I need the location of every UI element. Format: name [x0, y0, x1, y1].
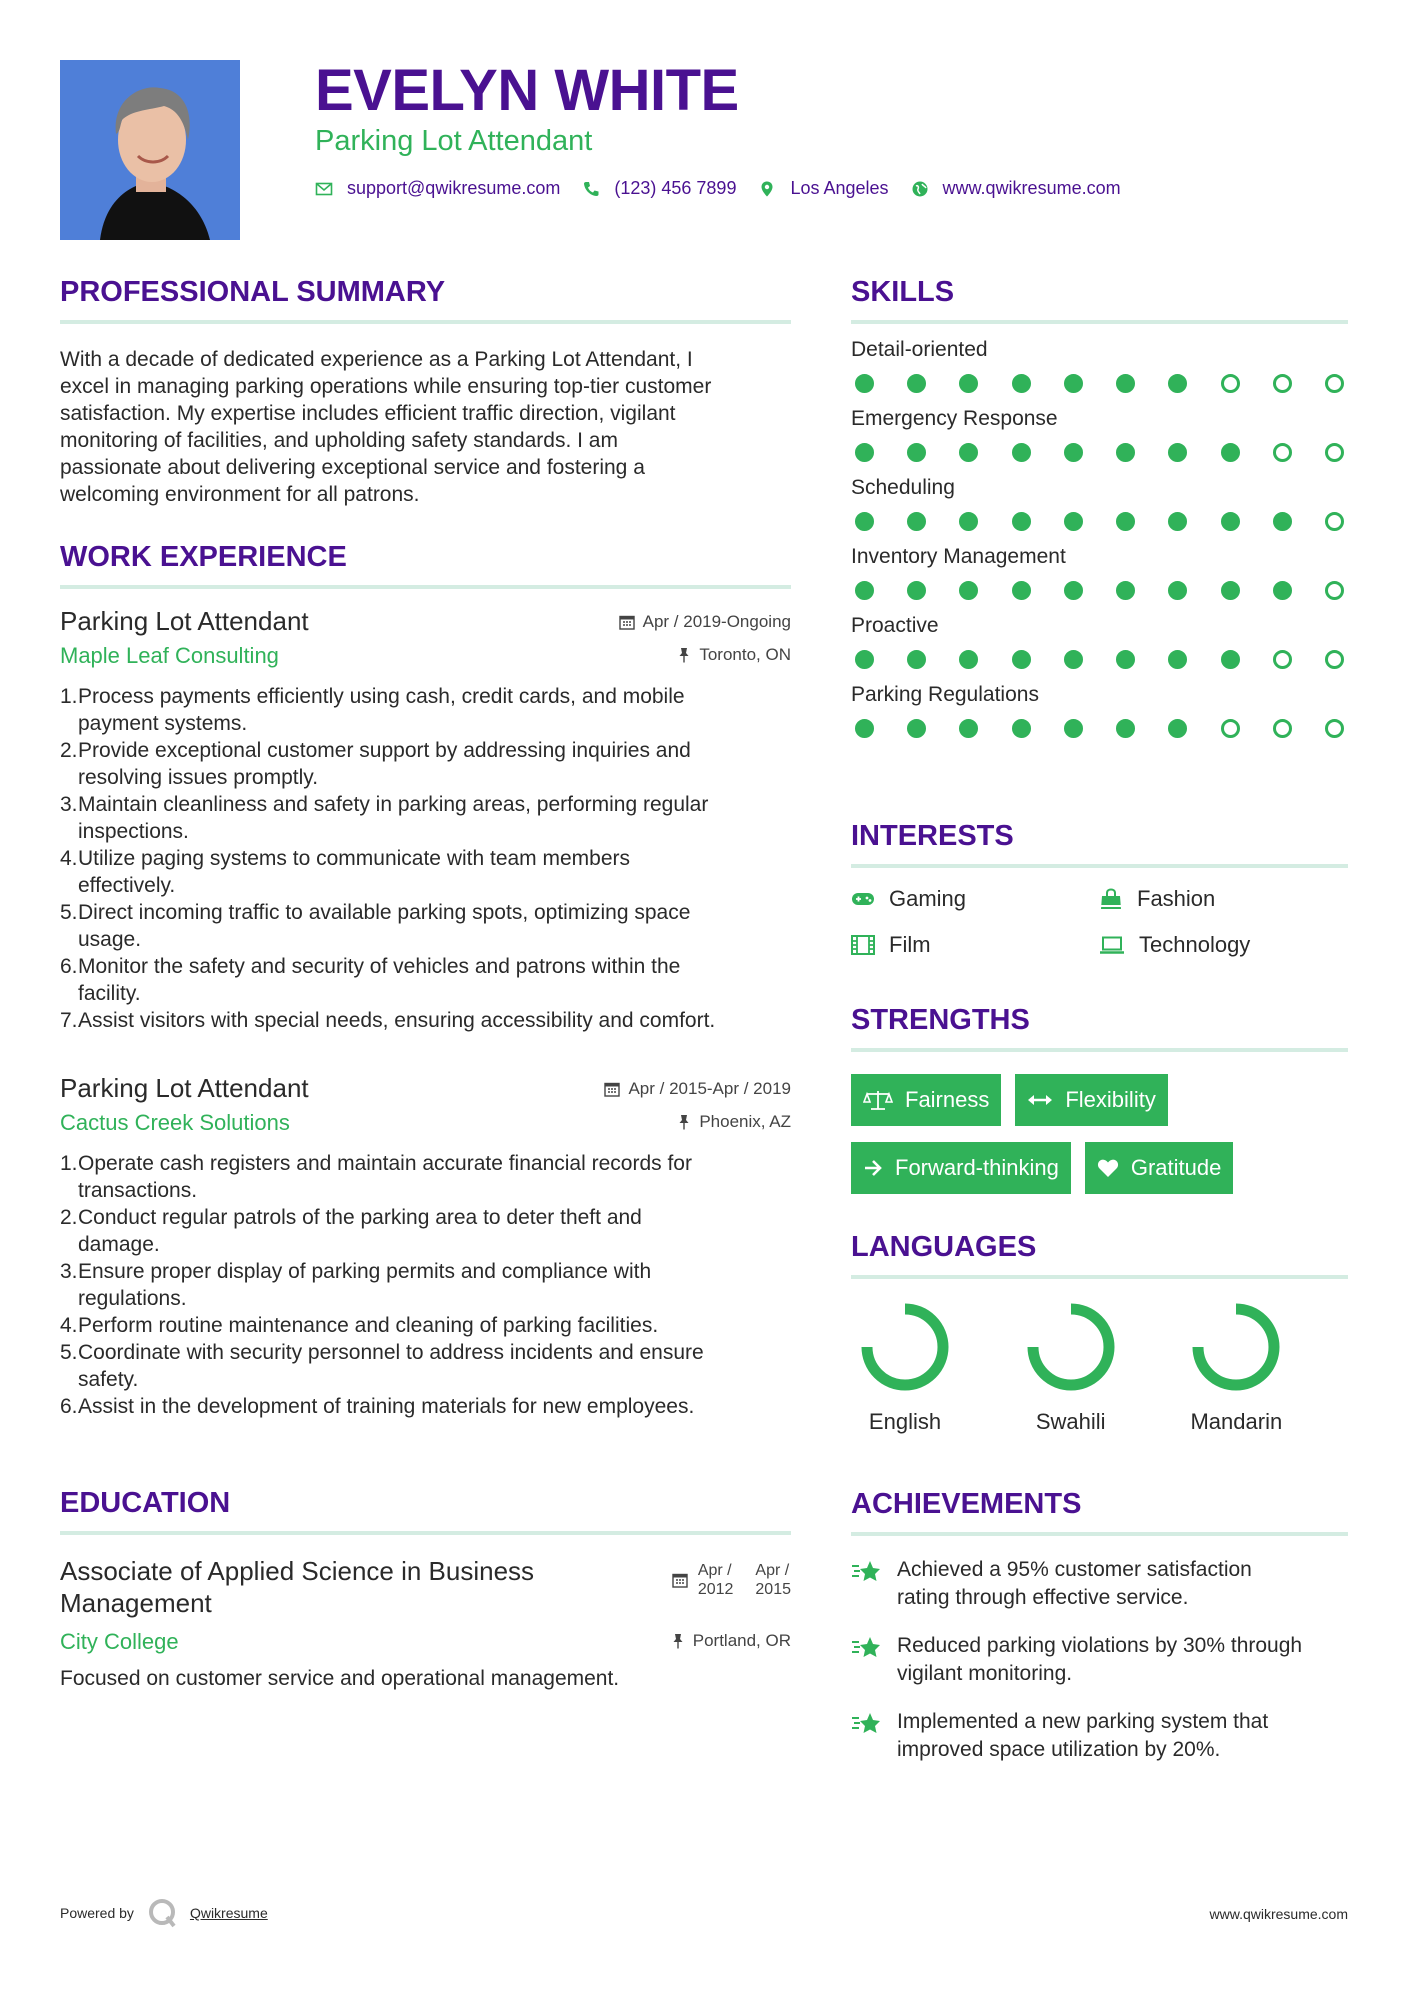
- skill-name: Parking Regulations: [851, 683, 1039, 706]
- language-item: [1017, 1301, 1183, 1435]
- job-location-text: Toronto, ON: [699, 645, 791, 664]
- job-location: [677, 1112, 791, 1132]
- skill-item: [851, 474, 1348, 531]
- section-divider: [60, 585, 791, 589]
- rating-dot-filled: [1168, 650, 1187, 669]
- language-ring: [1190, 1301, 1282, 1393]
- skill-item: [851, 612, 1348, 669]
- rating-dot-filled: [855, 650, 874, 669]
- brand-link[interactable]: Qwikresume: [189, 1905, 268, 1921]
- skills-heading: SKILLS: [851, 276, 955, 308]
- envelope-icon: [315, 180, 333, 198]
- pushpin-icon: [677, 647, 691, 663]
- interest-label: Film: [889, 932, 931, 957]
- portrait-image: [60, 60, 240, 240]
- achievement-item: [851, 1556, 1348, 1612]
- arrow-right-icon: [863, 1158, 883, 1178]
- rating-dot-filled: [855, 719, 874, 738]
- language-ring: [1025, 1301, 1117, 1393]
- language-level-arc: [1033, 1309, 1109, 1385]
- skill-item: [851, 336, 1348, 393]
- strength-tag: [1015, 1074, 1167, 1126]
- rating-dot-filled: [1064, 374, 1083, 393]
- rating-dot-empty: [1325, 719, 1344, 738]
- shopping-bag-icon: [1099, 888, 1123, 910]
- education-heading: EDUCATION: [60, 1487, 231, 1519]
- achievements-list: [851, 1556, 1348, 1764]
- star-trophy-icon: [851, 1710, 883, 1738]
- rating-dot-empty: [1325, 512, 1344, 531]
- arrows-horizontal-icon: [1027, 1092, 1053, 1108]
- rating-dot-filled: [1012, 512, 1031, 531]
- list-item: 5. Coordinate with security personnel to address incidents and ensure safety.: [60, 1341, 704, 1391]
- strength-label: Fairness: [905, 1087, 990, 1112]
- phone-number: (123) 456 7899: [614, 178, 737, 198]
- rating-dot-empty: [1221, 374, 1240, 393]
- interest-item: [1099, 886, 1347, 912]
- job-location-text: Phoenix, AZ: [699, 1112, 791, 1131]
- summary-line: passionate about delivering exceptional service and fostering a: [60, 456, 645, 479]
- interest-label: Gaming: [889, 886, 967, 911]
- skill-rating: [851, 650, 1348, 669]
- rating-dot-filled: [1221, 512, 1240, 531]
- strength-label: Gratitude: [1130, 1155, 1222, 1180]
- school-name: City College: [60, 1629, 179, 1654]
- list-item: 3. Ensure proper display of parking permits and compliance with regulations.: [60, 1260, 652, 1310]
- skill-rating: [851, 512, 1348, 531]
- summary-line: With a decade of dedicated experience as a Parking Lot Attendant, I: [60, 348, 693, 371]
- strengths-tags: [851, 1074, 1348, 1194]
- interest-label: Fashion: [1137, 886, 1216, 911]
- achievement-text: Reduced parking violations by 30% through vigilant monitoring.: [897, 1634, 1303, 1685]
- rating-dot-filled: [907, 512, 926, 531]
- rating-dot-filled: [1168, 719, 1187, 738]
- rating-dot-filled: [959, 374, 978, 393]
- rating-dot-filled: [907, 443, 926, 462]
- calendar-icon: [604, 1081, 620, 1097]
- job-title: Parking Lot Attendant: [60, 606, 309, 636]
- education-end: [755, 1561, 791, 1599]
- section-divider: [851, 1532, 1348, 1536]
- rating-dot-filled: [855, 581, 874, 600]
- skills-list: [851, 336, 1348, 738]
- rating-dot-filled: [959, 650, 978, 669]
- strength-tag: [851, 1142, 1071, 1194]
- rating-dot-filled: [1012, 443, 1031, 462]
- job-duties: [60, 1150, 791, 1420]
- list-item: 6. Assist in the development of training materials for new employees.: [60, 1395, 695, 1418]
- qwikresume-logo-icon: [146, 1896, 180, 1930]
- job-date-text: Apr / 2019-Ongoing: [642, 612, 791, 631]
- job-duties: [60, 683, 791, 1034]
- language-name: Swahili: [1035, 1409, 1106, 1434]
- experience-section: [60, 539, 791, 589]
- section-divider: [851, 1275, 1348, 1279]
- job-date: [604, 1079, 791, 1099]
- language-level-arc: [1198, 1309, 1274, 1385]
- achievement-item: [851, 1632, 1348, 1688]
- achievements-section: [851, 1486, 1348, 1764]
- education-dates: [672, 1561, 791, 1599]
- degree-line: Management: [60, 1588, 212, 1618]
- rating-dot-empty: [1325, 443, 1344, 462]
- education-start-month: Apr /: [697, 1562, 732, 1579]
- calendar-icon: [619, 614, 635, 630]
- rating-dot-filled: [1273, 512, 1292, 531]
- interest-label: Technology: [1139, 932, 1251, 957]
- skill-name: Scheduling: [851, 476, 955, 499]
- rating-dot-filled: [959, 719, 978, 738]
- list-item: 3. Maintain cleanliness and safety in parking areas, performing regular inspections.: [60, 793, 709, 843]
- list-item: 7. Assist visitors with special needs, ensuring accessibility and comfort.: [60, 1009, 716, 1032]
- summary-line: monitoring of facilities, and upholding safety standards. I am: [60, 429, 618, 452]
- skills-section: [851, 274, 1348, 738]
- rating-dot-empty: [1273, 374, 1292, 393]
- rating-dot-filled: [1012, 650, 1031, 669]
- powered-by-label: Powered by: [60, 1905, 134, 1921]
- summary-text: [60, 346, 791, 508]
- skill-rating: [851, 374, 1348, 393]
- rating-dot-filled: [855, 443, 874, 462]
- rating-dot-filled: [1064, 443, 1083, 462]
- rating-dot-filled: [1116, 374, 1135, 393]
- rating-dot-filled: [855, 374, 874, 393]
- rating-dot-filled: [907, 581, 926, 600]
- strengths-section: [851, 1002, 1348, 1194]
- rating-dot-empty: [1273, 443, 1292, 462]
- rating-dot-filled: [907, 374, 926, 393]
- contact-bar: [315, 178, 1143, 199]
- achievement-text: Achieved a 95% customer satisfaction rating through effective service.: [897, 1558, 1252, 1609]
- list-item: 1. Process payments efficiently using cash, credit cards, and mobile payment systems.: [60, 685, 685, 735]
- rating-dot-empty: [1221, 719, 1240, 738]
- section-divider: [851, 1048, 1348, 1052]
- rating-dot-filled: [1116, 719, 1135, 738]
- section-divider: [851, 864, 1348, 868]
- rating-dot-empty: [1273, 650, 1292, 669]
- job-date-text: Apr / 2015-Apr / 2019: [628, 1079, 791, 1098]
- rating-dot-empty: [1325, 650, 1344, 669]
- summary-line: excel in managing parking operations while ensuring top-tier customer: [60, 375, 712, 398]
- rating-dot-filled: [1168, 443, 1187, 462]
- education-description: Focused on customer service and operational management.: [60, 1667, 620, 1690]
- strength-label: Forward-thinking: [895, 1155, 1059, 1180]
- rating-dot-filled: [1116, 512, 1135, 531]
- star-trophy-icon: [851, 1558, 883, 1586]
- map-marker-icon: [758, 180, 776, 198]
- interest-item: [851, 886, 1099, 912]
- strengths-heading: STRENGTHS: [851, 1004, 1030, 1036]
- list-item: 6. Monitor the safety and security of vehicles and patrons within the facility.: [60, 955, 681, 1005]
- language-name: English: [868, 1409, 942, 1434]
- interests-heading: INTERESTS: [851, 820, 1014, 852]
- language-item: [851, 1301, 1017, 1435]
- skill-rating: [851, 719, 1348, 738]
- summary-line: satisfaction. My expertise includes efficient traffic direction, vigilant: [60, 402, 676, 425]
- list-item: 4. Perform routine maintenance and cleaning of parking facilities.: [60, 1314, 659, 1337]
- degree-title: [60, 1555, 534, 1619]
- rating-dot-filled: [1116, 443, 1135, 462]
- language-level-arc: [867, 1309, 943, 1385]
- company-name: Cactus Creek Solutions: [60, 1110, 290, 1135]
- footer-website[interactable]: www.qwikresume.com: [1209, 1906, 1348, 1922]
- star-trophy-icon: [851, 1634, 883, 1662]
- education-section: [60, 1485, 791, 1692]
- skill-rating: [851, 443, 1348, 462]
- language-name: Mandarin: [1190, 1409, 1283, 1434]
- languages-heading: LANGUAGES: [851, 1231, 1037, 1263]
- school-location-text: Portland, OR: [692, 1631, 791, 1650]
- language-item: [1182, 1301, 1348, 1435]
- rating-dot-filled: [959, 512, 978, 531]
- skill-name: Detail-oriented: [851, 338, 988, 361]
- list-item: 5. Direct incoming traffic to available parking spots, optimizing space usage.: [60, 901, 691, 951]
- skill-rating: [851, 581, 1348, 600]
- rating-dot-filled: [907, 719, 926, 738]
- rating-dot-filled: [855, 512, 874, 531]
- rating-dot-filled: [1273, 581, 1292, 600]
- achievements-heading: ACHIEVEMENTS: [851, 1488, 1082, 1520]
- job-title: Parking Lot Attendant: [60, 1073, 309, 1103]
- interests-list: [851, 886, 1348, 958]
- gamepad-icon: [851, 890, 875, 908]
- list-item: 1. Operate cash registers and maintain accurate financial records for transactions.: [60, 1152, 692, 1202]
- email-link[interactable]: support@qwikresume.com: [347, 178, 561, 198]
- rating-dot-filled: [959, 443, 978, 462]
- strength-tag: [1085, 1142, 1234, 1194]
- education-start: [698, 1561, 734, 1599]
- job-date: [619, 612, 791, 632]
- pushpin-icon: [671, 1633, 685, 1649]
- phone-icon: [582, 180, 600, 198]
- list-item: 4. Utilize paging systems to communicate with team members effectively.: [60, 847, 631, 897]
- strength-tag: [851, 1074, 1001, 1126]
- rating-dot-filled: [1064, 650, 1083, 669]
- summary-section: [60, 274, 791, 508]
- section-divider: [60, 320, 791, 324]
- rating-dot-filled: [907, 650, 926, 669]
- list-item: 2. Conduct regular patrols of the parking area to deter theft and damage.: [60, 1206, 642, 1256]
- balance-scale-icon: [863, 1089, 893, 1111]
- languages-list: [851, 1301, 1348, 1435]
- job-location: [677, 645, 791, 665]
- globe-icon: [911, 180, 929, 198]
- interest-item: [1099, 932, 1347, 958]
- rating-dot-filled: [1168, 512, 1187, 531]
- summary-line: welcoming environment for all patrons.: [60, 483, 420, 506]
- interests-section: [851, 818, 1348, 958]
- laptop-icon: [1099, 936, 1125, 954]
- rating-dot-filled: [1221, 443, 1240, 462]
- strength-label: Flexibility: [1065, 1087, 1156, 1112]
- education-end-month: Apr /: [755, 1562, 790, 1579]
- degree-line: Associate of Applied Science in Business: [60, 1556, 535, 1586]
- candidate-title: Parking Lot Attendant: [315, 125, 593, 157]
- skill-name: Emergency Response: [851, 407, 1058, 430]
- rating-dot-filled: [1221, 581, 1240, 600]
- interest-item: [851, 932, 1099, 958]
- job-entry: [60, 605, 791, 1034]
- section-divider: [60, 1531, 791, 1535]
- skill-item: [851, 405, 1348, 462]
- location-text: Los Angeles: [790, 178, 889, 198]
- rating-dot-filled: [1221, 650, 1240, 669]
- experience-heading: WORK EXPERIENCE: [60, 541, 347, 573]
- rating-dot-filled: [1012, 374, 1031, 393]
- calendar-icon: [672, 1572, 688, 1588]
- pushpin-icon: [677, 1114, 691, 1130]
- rating-dot-filled: [1116, 650, 1135, 669]
- education-start-year: 2012: [697, 1581, 734, 1598]
- rating-dot-filled: [1064, 581, 1083, 600]
- language-ring: [859, 1301, 951, 1393]
- achievement-item: [851, 1708, 1348, 1764]
- rating-dot-filled: [1168, 581, 1187, 600]
- rating-dot-filled: [1064, 512, 1083, 531]
- skill-name: Proactive: [851, 614, 939, 637]
- skill-item: [851, 681, 1348, 738]
- rating-dot-filled: [959, 581, 978, 600]
- section-divider: [851, 320, 1348, 324]
- profile-photo: [60, 60, 240, 240]
- rating-dot-empty: [1325, 374, 1344, 393]
- school-location: [671, 1631, 791, 1651]
- rating-dot-filled: [1064, 719, 1083, 738]
- skill-item: [851, 543, 1348, 600]
- rating-dot-filled: [1168, 374, 1187, 393]
- footer-branding: [60, 1896, 268, 1930]
- rating-dot-filled: [1116, 581, 1135, 600]
- achievement-text: Implemented a new parking system that improved space utilization by 20%.: [897, 1710, 1269, 1761]
- rating-dot-empty: [1273, 719, 1292, 738]
- skill-name: Inventory Management: [851, 545, 1066, 568]
- heart-icon: [1097, 1158, 1119, 1178]
- job-entry: [60, 1072, 791, 1420]
- languages-section: [851, 1229, 1348, 1435]
- film-icon: [851, 935, 875, 955]
- education-end-year: 2015: [755, 1581, 791, 1598]
- list-item: 2. Provide exceptional customer support by addressing inquiries and resolving issues promptly.: [60, 739, 691, 789]
- candidate-name: EVELYN WHITE: [315, 58, 739, 123]
- rating-dot-filled: [1012, 719, 1031, 738]
- rating-dot-empty: [1325, 581, 1344, 600]
- rating-dot-filled: [1012, 581, 1031, 600]
- summary-heading: PROFESSIONAL SUMMARY: [60, 276, 446, 308]
- website-link[interactable]: www.qwikresume.com: [942, 178, 1121, 198]
- company-name: Maple Leaf Consulting: [60, 643, 279, 668]
